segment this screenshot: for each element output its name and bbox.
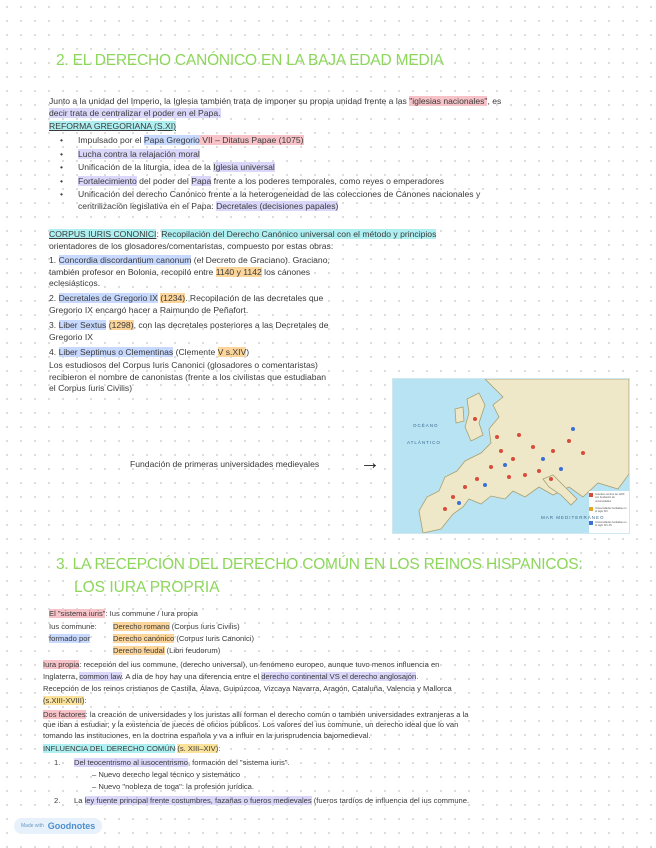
text: centrilización legislativa en el Papa: (78, 200, 217, 211)
n2-line (74, 796, 469, 806)
map-legend-3: Universidades fundadas en el siglo XIV-XV (595, 521, 627, 528)
item-4 (49, 347, 249, 359)
highlight: V s.XIV (217, 347, 247, 357)
highlight: ley fuente principal frente costumbres, fazañas o fueros medievales (84, 796, 312, 805)
highlight: Papa Gregorio (143, 135, 200, 145)
highlight: "iglesias nacionales" (409, 96, 488, 106)
text: Unificación del derecho Canónico frente a la heterogeneidad de las colecciones de Cánones nacionales y (78, 189, 481, 199)
derecho-romano-line (113, 622, 240, 632)
text: La (74, 796, 85, 805)
europe-map-graphic (393, 379, 629, 533)
highlight: Liber Sextus (58, 320, 107, 330)
text: : (218, 744, 221, 753)
text: el Corpus Iuris Civilis) (49, 383, 133, 393)
highlight: Del teocentrismo al iusocentrismo (74, 758, 188, 767)
bullet-item (78, 176, 480, 188)
text: : Ius commune / Iura propia (105, 609, 198, 618)
iura-propia-line (43, 660, 439, 670)
text: también profesor en Bolonia, recopiló entre (49, 266, 216, 277)
text: (el Decreto de Graciano). Graciano, (191, 255, 330, 265)
map-legend-2: Universidades fundadas en el siglo XIII (595, 507, 627, 514)
derecho-feudal-line (113, 646, 220, 656)
highlight: Derecho feudal (113, 646, 165, 655)
highlight: (s. XIII–XIV) (177, 744, 219, 753)
text: (Corpus Iuris Canonici) (174, 634, 254, 643)
text: recibieron el nombre de canonistas (frente a los civilistas que estudiaban (49, 371, 327, 382)
universities-map (392, 378, 630, 534)
highlight: decir trata de centralizar el poder en el Papa. (49, 108, 221, 118)
n2-number: 2. (54, 796, 61, 805)
text: (Clemente (173, 347, 218, 357)
label: Ius commune: (49, 622, 97, 631)
highlight: Decretales (decisiones papales) (216, 200, 339, 211)
highlight: derecho continental VS el derecho anglosajón (261, 672, 417, 681)
arrow-right-icon: → (360, 452, 380, 474)
text: Unificación de la liturgia, idea de la (78, 162, 214, 172)
number: 3. (49, 320, 59, 330)
highlight: Derecho canónico (113, 634, 175, 643)
highlight: Derecho romano (113, 622, 170, 631)
goodnotes-logo: Goodnotes (47, 821, 96, 831)
fundacion-caption: Fundación de primeras universidades medievales (130, 459, 320, 469)
text: Impulsado por el (78, 135, 144, 145)
bullet-item (78, 149, 480, 161)
text: tomando las instituciones, en la doctrina española y va a influir en la jurisprudencia bajomedieval. (43, 730, 371, 740)
number: 4. (49, 347, 59, 357)
estudiosos-paragraph (49, 360, 326, 395)
text: (Libri feudorum) (164, 646, 221, 655)
highlight: (1234) (160, 293, 186, 303)
corpus-line-2: orientadores de los glosadores/comentaristas, compuesto por estas obras: (49, 241, 334, 251)
reforma-heading (49, 121, 176, 133)
item-3 (49, 320, 328, 343)
highlight: Concordia discordantium canonum (58, 255, 192, 265)
text: . (416, 672, 419, 681)
bullet-item (78, 162, 480, 174)
highlight: Lucha contra la relajación moral (78, 148, 200, 159)
text: . A día de hoy hay una diferencia entre el (121, 672, 262, 681)
text: : (156, 229, 162, 239)
heading: INFLUENCIA DEL DERECHO COMÚN (43, 744, 176, 753)
influencia-heading (43, 744, 220, 754)
text: (Corpus Iuris Civilis) (169, 622, 240, 631)
highlight: El "sistema iuris" (49, 609, 106, 618)
section-3-title: 3. LA RECEPCIÓN DEL DERECHO COMÚN EN LOS REINOS HISPANICOS: (56, 556, 583, 573)
highlight: Iglesia universal (213, 162, 275, 172)
bullet-item (78, 135, 480, 147)
n1-line (74, 758, 290, 768)
inglaterra-line (43, 672, 418, 682)
sistema-line (49, 609, 198, 619)
recepcion-line: Recepción de los reinos cristianos de Castilla, Álava, Guipúzcoa, Vizcaya Navarra, Aragón, Cataluña, Valencia y Mallorca (43, 684, 452, 693)
map-ocean-label: OCÉANO (413, 423, 439, 428)
text: frente a los poderes temporales, como reyes o emperadores (211, 175, 444, 186)
intro-line-1 (49, 96, 501, 108)
text: ) (246, 347, 250, 357)
text: del poder del (136, 175, 192, 186)
item-2 (49, 293, 323, 316)
item-1 (49, 255, 330, 290)
section-3-subtitle: LOS IURA PROPRIA (74, 579, 220, 596)
heading: REFORMA GREGORIANA (S.XI) (49, 121, 177, 131)
n1-sub-2: – Nuevo "nobleza de toga": la profesión jurídica. (92, 782, 255, 791)
text: Junto a la unidad del Imperio, la Iglesia también trata de imponer su propia unidad frente a las (49, 96, 410, 106)
text: eclesiásticos. (49, 278, 101, 288)
highlight: Recopilación del Derecho Canónico universal con el método y principios (161, 229, 437, 239)
text: Gregorio IX (49, 331, 93, 342)
number: 1. (49, 255, 59, 265)
highlight: Papa (191, 175, 212, 186)
highlight: Iura propia (43, 660, 80, 669)
highlight: common law (79, 672, 122, 681)
text: Inglaterra, (43, 672, 80, 681)
text: , formación del "sistema iuris". (187, 758, 290, 767)
section-2-title: 2. EL DERECHO CANÓNICO EN LA BAJA EDAD MEDIA (56, 52, 444, 69)
reforma-bullets (78, 135, 480, 212)
highlight: Dos factores (43, 710, 86, 719)
highlight: 1140 y 1142 (215, 266, 262, 277)
map-legend-1: Grandes centros de 1200 con fundación de universidades (595, 493, 625, 503)
heading: CORPUS IURIS CONONICI (49, 229, 157, 239)
made-with-label: Made with (21, 823, 44, 829)
number: 2. (49, 293, 59, 303)
map-ocean-label-2: ATLÁNTICO (407, 440, 441, 445)
text: Los estudiosos del Corpus Iuris Canonici (glosadores o comentaristas) (49, 360, 318, 370)
highlight: formado por (49, 634, 90, 643)
derecho-canonico-line (113, 634, 254, 644)
siglos-line (43, 696, 86, 706)
goodnotes-badge[interactable] (14, 818, 102, 834)
text: : la creación de universidades y los juristas allí forman el derecho común o también universidades extranjeras a la (85, 710, 469, 719)
highlight: (1298) (108, 320, 134, 330)
bullet-item (78, 189, 480, 212)
n1-number: 1. (54, 758, 61, 767)
text: : recepción del ius commune, (derecho universal), un fenómeno europeo, aunque tuvo menos influencia en (79, 660, 440, 669)
text: que iban a estudiar; y la existencia de jueces de oficios públicos. Los valores del ius commune, un derecho ideal que lo van (43, 720, 459, 730)
highlight: Fortalecimiento (78, 175, 137, 186)
text: . Recopilación de las decretales que (185, 293, 324, 303)
dos-factores-paragraph (43, 710, 468, 741)
corpus-line-1 (49, 229, 436, 241)
text: , es (487, 96, 502, 106)
text: los cánones (261, 266, 311, 277)
map-sea-label: MAR MEDITERRÁNEO (541, 515, 605, 520)
formado-por-label (49, 634, 90, 644)
intro-line-2 (49, 108, 221, 120)
highlight: (s.XIII-XVIII) (43, 696, 85, 705)
text: : (84, 696, 87, 705)
text: , con las decretales posteriores a las Decretales de (133, 320, 329, 330)
n1-sub-1: – Nuevo derecho legal técnico y sistemático (92, 770, 241, 779)
text: (fueros tardíos de influencia del ius commune. (311, 796, 470, 805)
highlight: VII – Ditatus Papae (1075) (199, 135, 304, 145)
ius-commune-line (49, 622, 97, 632)
text: Gregorio IX encargó hacer a Raimundo de Peñafort. (49, 304, 249, 315)
highlight: Liber Septimus o Clementinas (58, 347, 174, 357)
highlight: Decretales de Gregorio IX (58, 293, 158, 303)
